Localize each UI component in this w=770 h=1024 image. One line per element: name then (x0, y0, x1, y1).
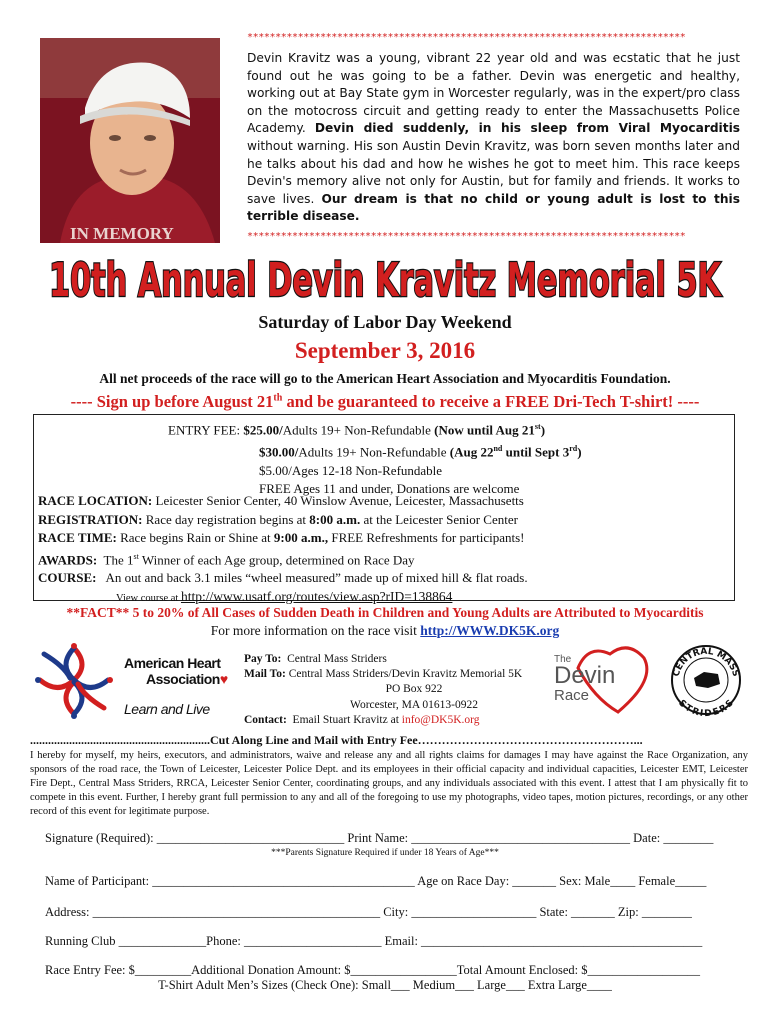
fee-line-2 (168, 440, 728, 462)
story-bold-1: Devin died suddenly, in his sleep from Viral Myocarditis (314, 121, 740, 136)
fee1-close: ) (540, 422, 546, 438)
fee2-close: ) (577, 444, 582, 460)
aha-tagline: Learn and Live (124, 701, 210, 717)
striders-top-text: CENTRAL MASS (671, 646, 741, 678)
fee1-text: Adults 19+ Non-Refundable (282, 422, 435, 438)
signup-banner (0, 392, 770, 412)
devin-logo-name: Devin (554, 662, 616, 689)
race-registration (38, 511, 728, 530)
aha-heart-icon: ♥ (219, 671, 228, 687)
awards-sup: st (133, 551, 139, 561)
memorial-photo (40, 38, 220, 243)
fee2-text: Adults 19+ Non-Refundable (298, 444, 450, 460)
waiver-text: I hereby for myself, my heirs, executors, and administrators, waive and release any and all rights claims for damages I may have against the Race Organization, any sponsors of the road race, the Town of Leicester, Leicester Police Dept. and its employees in their official capacity and individual capacities, Leicester EMT, Leicester Fire Dept., Central Mass Striders, RRCA, Leicester Senior Center, coordinating groups, and any individuals associated with this event. I attest that I am physically fit to compete in this event. Further, I hereby grant full permission to any and all of the foregoing to use my photographs, video tapes, motion pictures, recordings, or any other record of this event for legitimate purpose. (30, 750, 748, 817)
story-text-2: without warning. His son Austin Devin Kravitz, was born seven months later and he talks about his dad and how he wishes he got to meet him. This race keeps Devin's memory alive not only for Austin, but for family and friends. It works to save lives. (247, 138, 740, 206)
racetime-label: RACE TIME: (38, 530, 117, 545)
event-date: September 3, 2016 (294, 338, 476, 363)
entry-fees (168, 418, 728, 499)
contact-label: Contact: (244, 713, 287, 726)
race-info (38, 492, 728, 608)
awards-label: AWARDS: (38, 551, 98, 567)
location-label: RACE LOCATION: (38, 493, 153, 508)
registration-time: 8:00 a.m. (309, 511, 361, 527)
course-text: An out and back 3.1 miles “wheel measured” made up of mixed hill & flat roads. (96, 570, 528, 586)
pobox-line: PO Box 922 (385, 683, 443, 696)
fee-line-1 (168, 418, 728, 440)
aha-line-2-text: Association (146, 671, 220, 687)
story-text-1: Devin Kravitz was a young, vibrant 22 year old and was ecstatic that he just found out he was going to be a father. Devin was energetic and healthy, working out at Bay State gym in Worcester regularly, was in the expert/pro class on the motocross circuit and getting ready to enter the Massachusetts Police Academy. (247, 51, 740, 136)
devin-race-logo (548, 640, 658, 720)
registration-text-b: at the Leicester Senior Center (360, 511, 518, 527)
registration-label: REGISTRATION: (38, 511, 143, 527)
contact-line (244, 713, 544, 728)
proceeds-note: All net proceeds of the race will go to the American Heart Association and Myocarditis Foundation. (99, 371, 671, 386)
address-line[interactable]: Address: ______________________________________________ City: ____________________ State: _______ Zip: ________ (45, 905, 692, 919)
fee-line-4: FREE Ages 11 and under, Donations are welcome (259, 481, 520, 497)
central-mass-striders-logo (664, 638, 748, 722)
registration-text-a: Race day registration begins at (142, 511, 310, 527)
payto-text: Central Mass Striders (281, 653, 387, 665)
awards-text-b: Winner of each Age group, determined on Race Day (138, 551, 415, 567)
fee1-amount: $25.00/ (243, 422, 283, 438)
racetime-time: 9:00 a.m., (273, 530, 329, 545)
devin-logo-the: The (554, 654, 572, 665)
tshirt-size-line[interactable]: T-Shirt Adult Men’s Sizes (Check One): Small___ Medium___ Large___ Extra Large____ (158, 978, 612, 992)
fee2-sup2: rd (569, 443, 578, 453)
signup-text-2: and be guaranteed to receive a FREE Dri-Tech T-shirt! ---- (282, 392, 700, 411)
memorial-story (247, 50, 740, 226)
race-time (38, 529, 728, 548)
location-text: Leicester Senior Center, 40 Winslow Avenue, Leicester, Massachusetts (152, 493, 524, 508)
parent-signature-note: ***Parents Signature Required if under 18 Years of Age*** (271, 848, 499, 858)
payto-line (244, 652, 544, 667)
contact-text: Email Stuart Kravitz at (286, 713, 402, 726)
city-line: Worcester, MA 01613-0922 (350, 698, 478, 711)
fee2-bold2: until Sept 3 (502, 444, 570, 460)
mailto-line (244, 667, 544, 682)
cut-line: ............................................................Cut Along Line and Mail with Entry Fee………………………………………………... (30, 733, 643, 747)
aha-line-1: American Heart (124, 655, 221, 671)
striders-bottom-text: STRIDERS (676, 698, 736, 720)
story-bold-2: Our dream is that no child or young adult is lost to this terrible disease. (247, 191, 740, 224)
participant-name-line[interactable]: Name of Participant: __________________________________________ Age on Race Day: _______ Sex: Male____ Female_____ (45, 874, 707, 888)
contact-email-link[interactable]: info@DK5K.org (401, 713, 480, 726)
photo-caption: IN MEMORY (70, 224, 174, 243)
fee-line-3: $5.00/Ages 12-18 Non-Refundable (259, 462, 443, 478)
myocarditis-fact: **FACT** 5 to 20% of All Cases of Sudden Death in Children and Young Adults are Attributed to Myocarditis (66, 605, 704, 620)
star-border-top: ****************************************************************************** (247, 32, 686, 43)
payto-label: Pay To: (244, 653, 282, 665)
event-title (40, 246, 730, 308)
fee-label: ENTRY FEE: (168, 422, 241, 438)
devin-logo-race: Race (554, 687, 590, 704)
more-info (0, 623, 770, 639)
mailing-info (244, 652, 544, 728)
fee2-bold: (Aug 22 (449, 444, 494, 460)
club-phone-email-line[interactable]: Running Club ______________Phone: ______________________ Email: _____________________________________________ (45, 934, 703, 948)
awards-text-a: The 1 (97, 551, 134, 567)
event-subtitle: Saturday of Labor Day Weekend (258, 312, 512, 332)
mailto-label: Mail To: (244, 668, 286, 681)
signup-text-1: ---- Sign up before August 21 (70, 392, 274, 411)
mailto-text: Central Mass Striders/Devin Kravitz Memorial 5K (285, 668, 523, 681)
aha-heart-logo (30, 640, 118, 722)
payment-line[interactable]: Race Entry Fee: $_________Additional Donation Amount: $_________________Total Amount Enclosed: $__________________ (45, 963, 700, 977)
dk5k-link[interactable]: http://WWW.DK5K.org (420, 623, 560, 638)
event-title-text: 10th Annual Devin Kravitz Memorial 5K (49, 253, 723, 307)
aha-line-2 (124, 671, 234, 687)
fee1-bold: (Now until Aug 21 (434, 422, 535, 438)
racetime-text-b: FREE Refreshments for participants! (328, 530, 525, 545)
view-course-label: View course at (116, 592, 181, 604)
more-info-text: For more information on the race visit (210, 623, 421, 638)
race-awards (38, 548, 728, 570)
fee2-sup: nd (493, 443, 503, 453)
course-link[interactable]: http://www.usatf.org/routes/view.asp?rID=138864 (180, 588, 453, 604)
racetime-text-a: Race begins Rain or Shine at (116, 530, 274, 545)
fee1-sup: st (534, 422, 541, 431)
fee2-amount: $30.00/ (259, 444, 299, 460)
signup-sup: th (273, 392, 283, 404)
course-label: COURSE: (38, 570, 97, 586)
star-border-bottom: ****************************************************************************** (247, 231, 686, 242)
signature-line[interactable]: Signature (Required): ______________________________ Print Name: ___________________________________ Date: ________ (45, 831, 714, 845)
race-course (38, 569, 728, 588)
race-location (38, 492, 728, 511)
aha-wordmark (124, 655, 234, 717)
